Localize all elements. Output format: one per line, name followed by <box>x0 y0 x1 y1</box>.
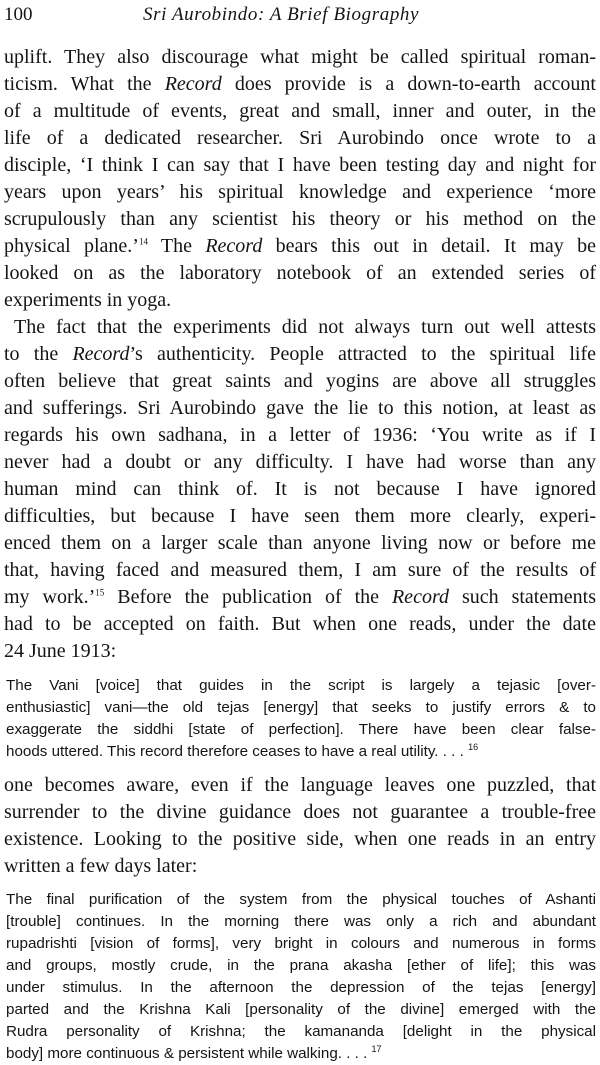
quote-line: The Vani [voice] that guides in the script is largely a tejasic [over- <box>6 677 596 694</box>
running-title: Sri Aurobindo: A Brief Biography <box>143 4 420 25</box>
text-line: physical plane.’$^{14}$ The Record bears this out in detail. It may be <box>4 235 596 257</box>
text-line: ticism. What the Record does provide is a down-to-earth account <box>4 73 596 95</box>
quote-line: [trouble] continues. In the morning there was only a rich and abundant <box>6 913 596 930</box>
quote-line: and groups, mostly crude, in the prana akasha [ether of life]; this was <box>6 957 596 974</box>
paragraph-2 <box>4 314 596 665</box>
italic-title: Record <box>391 586 449 608</box>
text-line: never had a doubt or any difficulty. I have had worse than any <box>4 451 596 473</box>
footnote-marker: 17 <box>371 1043 382 1054</box>
text-line: human mind can think of. It is not because I have ignored <box>4 478 596 500</box>
paragraph-3 <box>4 772 596 880</box>
text-line: one becomes aware, even if the language leaves one puzzled, that <box>4 774 596 796</box>
footnote-marker: 16 <box>468 741 479 752</box>
text-line: my work.’$^{15}$ Before the publication of the Record such statements <box>4 586 596 608</box>
quote-line: exaggerate the siddhi [state of perfection]. There have been clear false- <box>6 721 596 738</box>
text-line: years upon years’ his spiritual knowledge and experience ‘more <box>4 181 596 203</box>
quote-line: Rudra personality of Krishna; the kamananda [delight in the physical <box>6 1023 596 1040</box>
text-line: of a multitude of events, great and small, inner and outer, in the <box>4 100 596 122</box>
text-line: disciple, ‘I think I can say that I have been testing day and night for <box>4 154 596 176</box>
block-quote-1 <box>6 675 596 763</box>
text-line: regards his own sadhana, in a letter of 1936: ‘You write as if I <box>4 424 596 446</box>
quote-line: under stimulus. In the afternoon the depression of the tejas [energy] <box>6 979 596 996</box>
text-line: difficulties, but because I have seen them more clearly, experi- <box>4 505 596 527</box>
quote-line: The final purification of the system from the physical touches of Ashanti <box>6 891 596 908</box>
text-line: The fact that the experiments did not always turn out well attests <box>14 316 596 338</box>
running-header <box>4 2 594 28</box>
text-line: enced them on a larger scale than anyone living now or before me <box>4 532 596 554</box>
page-number: 100 <box>4 4 33 25</box>
text-line: to the Record’s authenticity. People attracted to the spiritual life <box>4 343 596 365</box>
text-line: 24 June 1913: <box>4 640 117 662</box>
italic-title: Record <box>164 73 222 95</box>
quote-line: hoods uttered. This record therefore ceases to have a real utility. . . . $^{16}$ <box>6 741 479 760</box>
quote-line: parted and the Krishna Kali [personality of the divine] emerged with the <box>6 1001 596 1018</box>
text-line: looked on as the laboratory notebook of an extended series of <box>4 262 596 284</box>
text-line: life of a dedicated researcher. Sri Aurobindo once wrote to a <box>4 127 596 149</box>
paragraph-1 <box>4 44 596 314</box>
quote-line: enthusiastic] vani—the old tejas [energy] that seeks to justify errors & to <box>6 699 596 716</box>
body-text <box>4 44 596 1065</box>
text-line: written a few days later: <box>4 855 198 877</box>
footnote-marker: 15 <box>95 587 105 598</box>
italic-title: Record <box>205 235 263 257</box>
text-line: uplift. They also discourage what might be called spiritual roman- <box>4 46 596 68</box>
italic-title: Record <box>72 343 130 365</box>
footnote-marker: 14 <box>138 236 148 247</box>
text-line: had to be accepted on faith. But when one reads, under the date <box>4 613 596 635</box>
text-line: that, having faced and measured them, I am sure of the results of <box>4 559 596 581</box>
text-line: often believe that great saints and yogins are above all struggles <box>4 370 596 392</box>
block-quote-2 <box>6 889 596 1065</box>
text-line: experiments in yoga. <box>4 289 172 311</box>
quote-line: rupadrishti [vision of forms], very bright in colours and numerous in forms <box>6 935 596 952</box>
text-line: scrupulously than any scientist his theory or his method on the <box>4 208 596 230</box>
text-line: and sufferings. Sri Aurobindo gave the lie to this notion, at least as <box>4 397 596 419</box>
quote-line: body] more continuous & persistent while walking. . . . $^{17}$ <box>6 1043 382 1062</box>
text-line: existence. Looking to the positive side, when one reads in an entry <box>4 828 596 850</box>
text-line: surrender to the divine guidance does not guarantee a trouble-free <box>4 801 596 823</box>
